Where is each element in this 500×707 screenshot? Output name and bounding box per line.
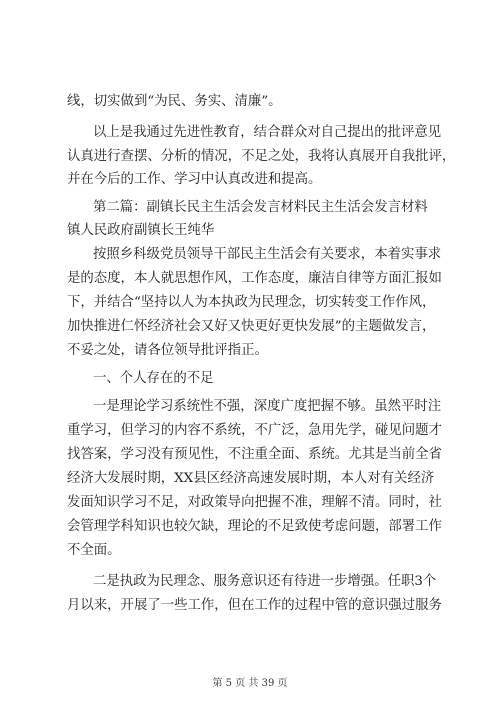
text-line: 会管理学科知识也较欠缺，理论的不足致使考虑问题，部署工作 [67, 519, 442, 534]
text-line: 发面知识学习不足，对政策导向把握不准，理解不清。同时，社 [67, 495, 442, 510]
text-line: 重学习，但学习的内容不系统，不广泛，急用先学，碰见问题才 [67, 423, 442, 438]
text-line: 线，切实做到“为民、务实、清廉”。 [67, 94, 282, 109]
text-line: 不全面。 [67, 543, 121, 558]
text-line: 经济大发展时期，XX县区经济高速发展时期，本人对有关经济 [67, 471, 435, 486]
section-heading: 第二篇：副镇长民主生活会发言材料民主生活会发言材料 [93, 200, 428, 215]
text-line: 认真进行查摆、分析的情况，不足之处，我将认真展开自我批评， [67, 149, 456, 164]
text-line: 下，并结合“坚持以人为本执政为民理念，切实转变工作作风， [67, 295, 436, 310]
page-number-footer: 第 5 页 共 39 页 [212, 678, 288, 689]
text-line: 月以来，开展了一些工作，但在工作的过程中管的意识强过服务 [67, 598, 442, 613]
author-line: 镇人民政府副镇长王纯华 [67, 223, 215, 238]
text-line: 按照乡科级党员领导干部民主生活会有关要求，本着实事求 [93, 247, 442, 262]
text-line: 一是理论学习系统性不强，深度广度把握不够。虽然平时注 [93, 399, 442, 414]
text-line: 不妥之处，请各位领导批评指正。 [67, 343, 268, 358]
text-line: 加快推进仁怀经济社会又好又快更好更快发展”的主题做发言， [67, 319, 436, 334]
text-line: 并在今后的工作、学习中认真改进和提高。 [67, 172, 322, 187]
text-line: 是的态度，本人就思想作风，工作态度，廉洁自律等方面汇报如 [67, 271, 442, 286]
subsection-heading: 一、个人存在的不足 [93, 371, 214, 386]
text-line: 以上是我通过先进性教育，结合群众对自己提出的批评意见 [93, 125, 442, 140]
text-line: 二是执政为民理念、服务意识还有待进一步增强。任职3个 [93, 574, 437, 589]
text-line: 找答案，学习没有预见性，不注重全面、系统。尤其是当前全省 [67, 447, 442, 462]
